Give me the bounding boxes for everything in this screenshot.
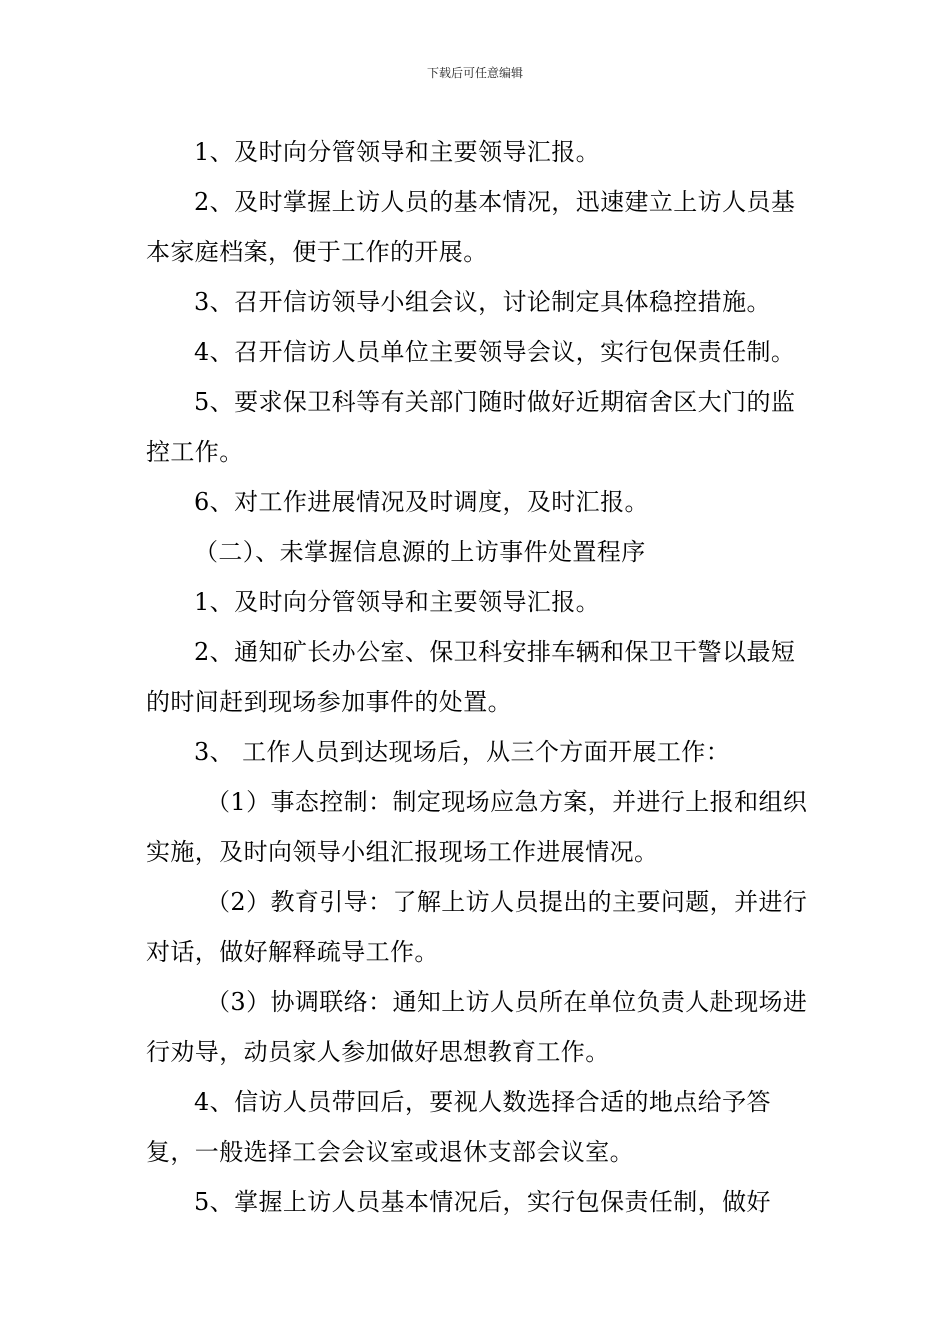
paragraph: 2、通知矿长办公室、保卫科安排车辆和保卫干警以最短的时间赶到现场参加事件的处置。	[146, 638, 796, 716]
document-body	[146, 127, 808, 1227]
paragraph: 6、对工作进展情况及时调度，及时汇报。	[194, 488, 649, 516]
paragraph: 5、要求保卫科等有关部门随时做好近期宿舍区大门的监控工作。	[146, 388, 796, 466]
paragraph: 3、 工作人员到达现场后，从三个方面开展工作：	[194, 738, 731, 766]
paragraph: 4、信访人员带回后，要视人数选择合适的地点给予答复，一般选择工会会议室或退休支部会议室。	[146, 1088, 771, 1166]
paragraph: 3、召开信访领导小组会议，讨论制定具体稳控措施。	[194, 288, 771, 316]
paragraph: 4、召开信访人员单位主要领导会议，实行包保责任制。	[194, 338, 796, 366]
paragraph: 2、及时掌握上访人员的基本情况，迅速建立上访人员基本家庭档案，便于工作的开展。	[146, 188, 796, 266]
sub-paragraph: （1）事态控制：制定现场应急方案，并进行上报和组织实施，及时向领导小组汇报现场工作进展情况。	[146, 788, 808, 866]
paragraph: 5、掌握上访人员基本情况后，实行包保责任制，做好	[194, 1188, 771, 1216]
page-header-note: 下载后可任意编辑	[426, 66, 523, 80]
paragraph: 1、及时向分管领导和主要领导汇报。	[194, 138, 601, 166]
sub-paragraph: （3）协调联络：通知上访人员所在单位负责人赴现场进行劝导，动员家人参加做好思想教育工作。	[146, 988, 808, 1066]
section-heading: （二）、未掌握信息源的上访事件处置程序	[194, 538, 646, 566]
paragraph: 1、及时向分管领导和主要领导汇报。	[194, 588, 601, 616]
sub-paragraph: （2）教育引导：了解上访人员提出的主要问题，并进行对话，做好解释疏导工作。	[146, 888, 808, 966]
